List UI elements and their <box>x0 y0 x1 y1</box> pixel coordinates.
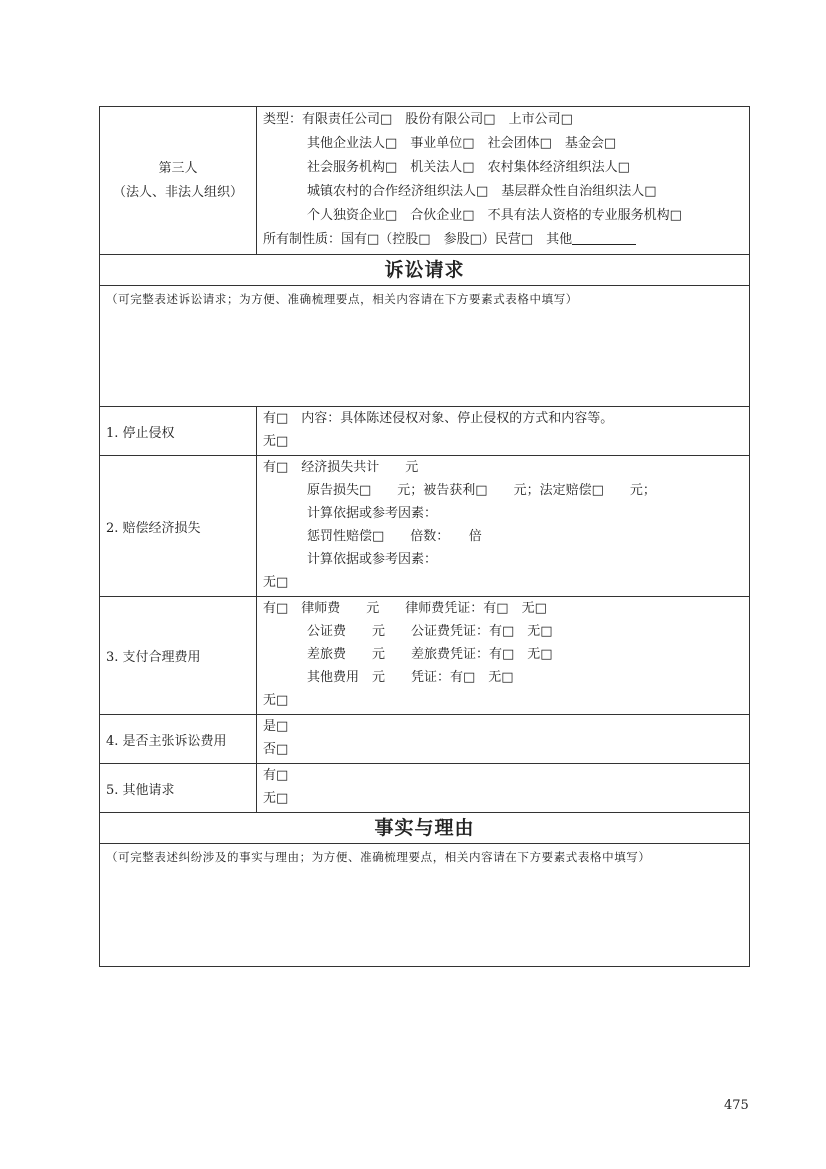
complaint-form-table <box>99 106 750 967</box>
claim-stop-label: 1. 停止侵权 <box>100 407 257 456</box>
expenses-line[interactable]: 其他费用 元 凭证：有□ 无□ <box>307 670 514 685</box>
claims-note-row <box>100 286 750 407</box>
facts-note-row <box>100 844 750 967</box>
type-line: 社会服务机构□ 机关法人□ 农村集体经济组织法人□ <box>307 160 630 175</box>
type-line: 城镇农村的合作经济组织法人□ 基层群众性自治组织法人□ <box>307 184 657 199</box>
third-party-label-cell <box>100 107 257 255</box>
compensation-line: 计算依据或参考因素： <box>307 552 438 567</box>
facts-note: （可完整表述纠纷涉及的事实与理由；为方便、准确梳理要点，相关内容请在下方要素式表格中填写） <box>106 850 651 864</box>
compensation-line: 计算依据或参考因素： <box>307 506 438 521</box>
ownership-other-blank[interactable] <box>572 230 636 245</box>
claims-note-cell[interactable] <box>100 286 750 407</box>
claim-stop-cell <box>257 407 750 456</box>
third-party-label: 第三人 <box>158 160 198 176</box>
claim-expenses-row <box>100 597 750 715</box>
claim-other-label: 5. 其他请求 <box>100 764 257 813</box>
third-party-sublabel: （法人、非法人组织） <box>112 184 243 200</box>
claim-stop-row <box>100 407 750 456</box>
page-number: 475 <box>724 1098 749 1113</box>
type-line: 个人独资企业□ 合伙企业□ 不具有法人资格的专业服务机构□ <box>307 208 682 223</box>
type-line: 类型：有限责任公司□ 股份有限公司□ 上市公司□ <box>263 112 573 127</box>
litigation-cost-yes[interactable]: 是□ <box>263 719 289 734</box>
claim-stop-no[interactable]: 无□ <box>263 434 289 449</box>
claims-note: （可完整表述诉讼请求；为方便、准确梳理要点，相关内容请在下方要素式表格中填写） <box>106 292 578 306</box>
compensation-line[interactable]: 惩罚性赔偿□ 倍数： 倍 <box>307 529 482 544</box>
expenses-line[interactable]: 公证费 元 公证费凭证：有□ 无□ <box>307 624 553 639</box>
facts-title-row <box>100 813 750 844</box>
claim-litigation-cost-label: 4. 是否主张诉讼费用 <box>100 715 257 764</box>
claims-title: 诉讼请求 <box>100 255 750 286</box>
compensation-line[interactable]: 有□ 经济损失共计 元 <box>263 460 419 475</box>
facts-note-cell[interactable] <box>100 844 750 967</box>
ownership-line <box>263 228 743 252</box>
claim-stop-yes[interactable]: 有□ 内容：具体陈述侵权对象、停止侵权的方式和内容等。 <box>263 411 614 426</box>
third-party-row <box>100 107 750 255</box>
third-party-type-cell <box>257 107 750 255</box>
claims-title-row <box>100 255 750 286</box>
claim-expenses-label: 3. 支付合理费用 <box>100 597 257 715</box>
claim-expenses-cell <box>257 597 750 715</box>
ownership-text: 所有制性质：国有□（控股□ 参股□）民营□ 其他 <box>263 232 573 247</box>
claim-compensation-label: 2. 赔偿经济损失 <box>100 456 257 597</box>
facts-title: 事实与理由 <box>100 813 750 844</box>
claim-compensation-cell <box>257 456 750 597</box>
compensation-line[interactable]: 无□ <box>263 575 289 590</box>
claim-other-row <box>100 764 750 813</box>
other-claim-no[interactable]: 无□ <box>263 791 289 806</box>
claim-litigation-cost-cell <box>257 715 750 764</box>
claim-litigation-cost-row <box>100 715 750 764</box>
compensation-line[interactable]: 原告损失□ 元；被告获利□ 元；法定赔偿□ 元； <box>307 483 656 498</box>
expenses-line[interactable]: 无□ <box>263 693 289 708</box>
expenses-line[interactable]: 有□ 律师费 元 律师费凭证：有□ 无□ <box>263 601 547 616</box>
claim-compensation-row <box>100 456 750 597</box>
claim-other-cell <box>257 764 750 813</box>
expenses-line[interactable]: 差旅费 元 差旅费凭证：有□ 无□ <box>307 647 553 662</box>
type-line: 其他企业法人□ 事业单位□ 社会团体□ 基金会□ <box>307 136 617 151</box>
other-claim-yes[interactable]: 有□ <box>263 768 289 783</box>
litigation-cost-no[interactable]: 否□ <box>263 742 289 757</box>
